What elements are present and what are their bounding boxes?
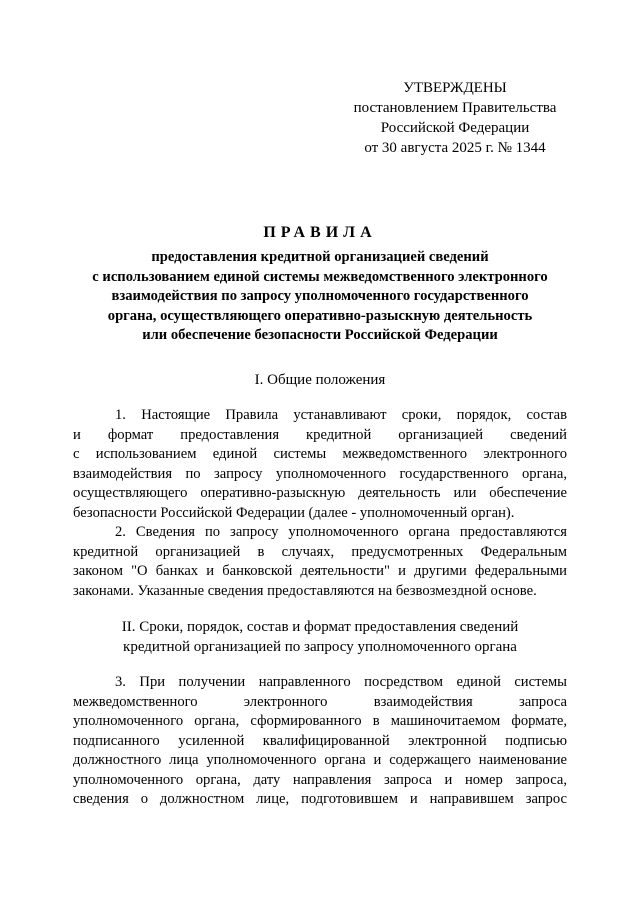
paragraph-line: сведения о должностном лице, подготовившем и направившем запрос xyxy=(73,791,567,807)
subtitle-line: предоставления кредитной организацией сведений xyxy=(151,249,489,265)
subtitle-line: органа, осуществляющего оперативно-разыскную деятельность xyxy=(107,307,533,324)
paragraph-line: должностного лица уполномоченного органа и содержащего наименование xyxy=(73,752,567,768)
paragraph-line: законами. Указанные сведения предоставляются на безвозмездной основе. xyxy=(73,582,537,599)
approval-stamp xyxy=(330,78,580,158)
paragraph-line: 1. Настоящие Правила устанавливают сроки, порядок, состав xyxy=(115,407,567,423)
paragraph-line: кредитной организацией в случаях, предусмотренных Федеральным xyxy=(73,543,567,560)
paragraph-line: межведомственного электронного взаимодействия запроса xyxy=(73,693,567,710)
paragraph-line: 2. Сведения по запросу уполномоченного органа предоставляются xyxy=(115,524,567,540)
paragraph-line: уполномоченного органа, дату направления запроса и номер запроса, xyxy=(73,771,567,788)
paragraph-line: 3. При получении направленного посредством единой системы xyxy=(115,674,567,690)
paragraph-1 xyxy=(73,406,567,523)
paragraph-line: законом "О банках и банковской деятельности" и другими федеральными xyxy=(73,563,567,579)
section-heading-line: II. Сроки, порядок, состав и формат предоставления сведений xyxy=(121,619,519,635)
approval-heading: УТВЕРЖДЕНЫ xyxy=(403,80,507,96)
paragraph-line: безопасности Российской Федерации (далее - уполномоченный орган). xyxy=(73,504,515,521)
approval-line: от 30 августа 2025 г. № 1344 xyxy=(364,140,546,156)
section-heading-1 xyxy=(60,371,580,391)
paragraph-3 xyxy=(73,673,567,810)
approval-line: Российской Федерации xyxy=(380,120,530,136)
paragraph-line: подписанного усиленной квалифицированной электронной подписью xyxy=(73,732,567,749)
section-heading-2 xyxy=(60,618,580,657)
paragraph-line: взаимодействия по запросу уполномоченного государственного органа, xyxy=(73,465,567,482)
section-heading-line: I. Общие положения xyxy=(254,372,386,388)
section-heading-line: кредитной организацией по запросу уполномоченного органа xyxy=(123,638,517,655)
paragraph-2 xyxy=(73,523,567,601)
document-title: ПРАВИЛА xyxy=(263,224,377,241)
paragraph-line: уполномоченного органа, сформированного в машиночитаемом формате, xyxy=(73,713,567,729)
approval-line: постановлением Правительства xyxy=(353,100,557,116)
paragraph-line: и формат предоставления кредитной организацией сведений xyxy=(73,426,567,443)
subtitle-line: с использованием единой системы межведомственного электронного xyxy=(92,268,548,285)
subtitle-line: или обеспечение безопасности Российской Федерации xyxy=(142,327,498,343)
paragraph-line: с использованием единой системы межведомственного электронного xyxy=(73,446,567,462)
subtitle-line: взаимодействия по запросу уполномоченного государственного xyxy=(111,288,529,304)
document-subtitle xyxy=(60,248,580,346)
paragraph-line: осуществляющего оперативно-разыскную деятельность или обеспечение xyxy=(73,485,567,501)
